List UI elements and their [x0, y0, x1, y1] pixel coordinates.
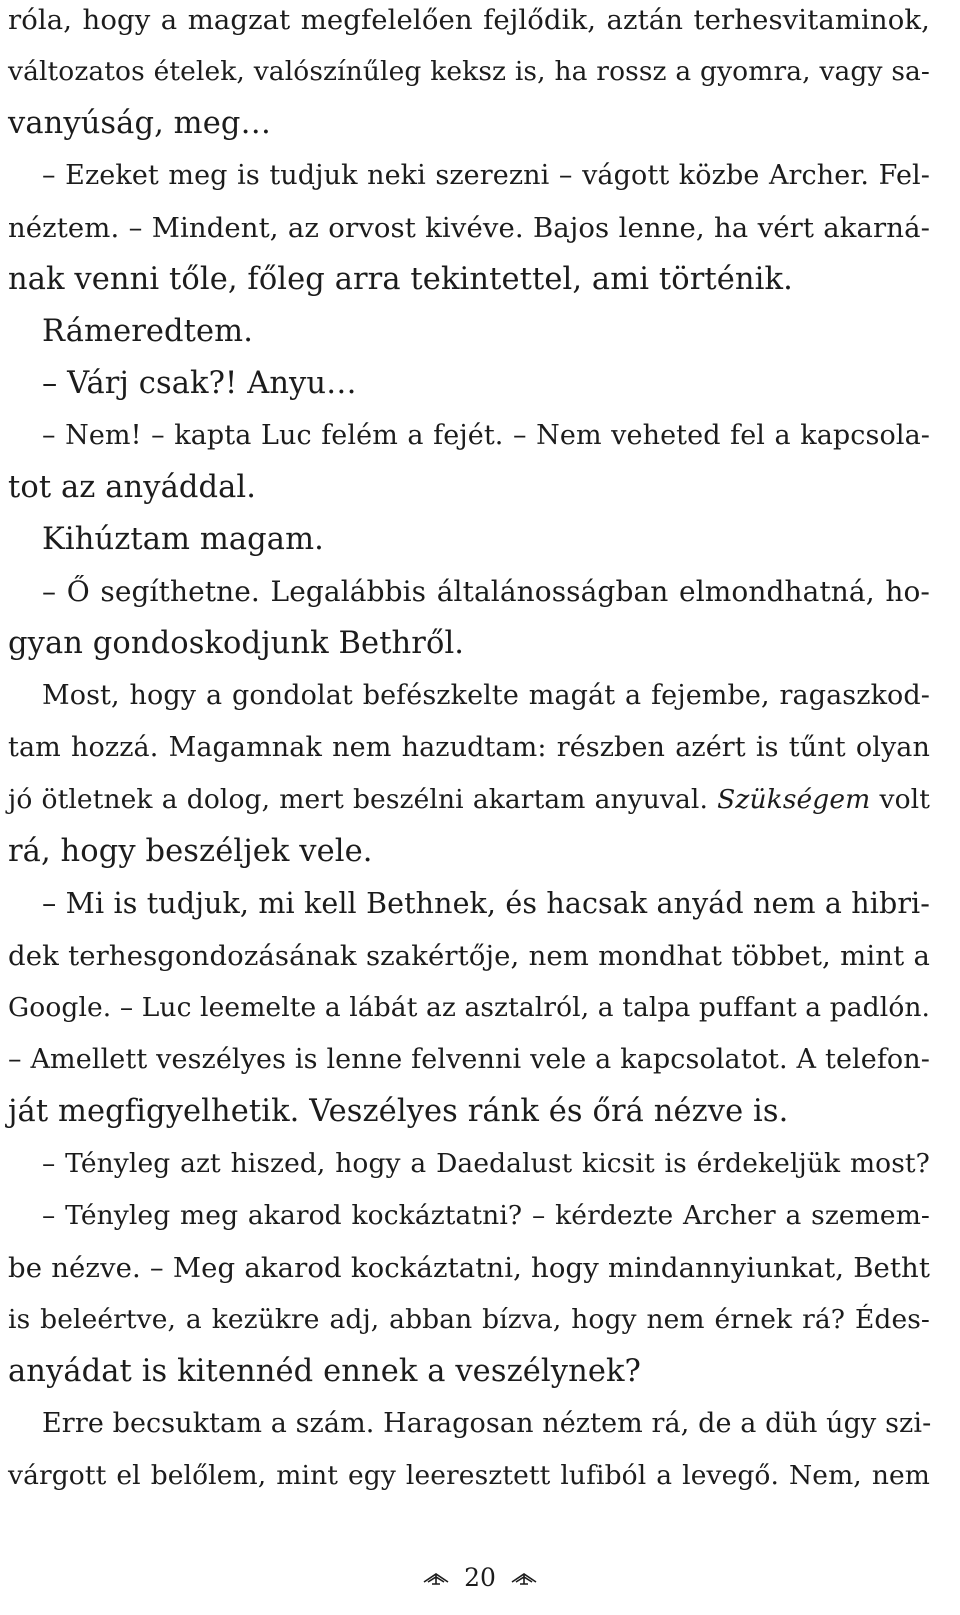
page-footer — [0, 1561, 960, 1592]
text-line: Kihúztam magam. — [42, 522, 324, 557]
text-line: Google. – Luc leemelte a lábát az asztalról, a talpa puffant a padlón. — [8, 992, 931, 1023]
dialogue-line: – Amellett veszélyes is lenne felvenni vele a kapcsolatot. A telefon- — [8, 1044, 930, 1075]
ornament-left-icon — [422, 1568, 450, 1588]
text-line: néztem. – Mindent, az orvost kivéve. Bajos lenne, ha vért akarná- — [8, 212, 930, 244]
dialogue-line: – Ő segíthetne. Legalábbis általánosságban elmondhatná, ho- — [42, 575, 930, 608]
page-number: 20 — [464, 1563, 496, 1592]
text-line: dek terhesgondozásának szakértője, nem mondhat többet, mint a — [8, 940, 930, 972]
text-line: vanyúság, meg… — [8, 106, 272, 141]
dialogue-line: – Várj csak?! Anyu… — [42, 366, 357, 401]
text-line: Most, hogy a gondolat befészkelte magát a fejembe, ragaszkod- — [42, 680, 930, 711]
text-line: gyan gondoskodjunk Bethről. — [8, 626, 465, 661]
ornament-right-icon — [510, 1568, 538, 1588]
text-line: várgott el belőlem, mint egy leeresztett lufiból a levegő. Nem, nem — [8, 1460, 930, 1491]
dialogue-line: – Nem! – kapta Luc felém a fejét. – Nem veheted fel a kapcsola- — [42, 420, 930, 451]
text-line: anyádat is kitennéd ennek a veszélynek? — [8, 1354, 642, 1389]
text-line: ját megfigyelhetik. Veszélyes ránk és őrá nézve is. — [8, 1094, 789, 1129]
text-line: tam hozzá. Magamnak nem hazudtam: részben azért is tűnt olyan — [8, 732, 930, 763]
text-line: Rámeredtem. — [42, 314, 253, 349]
dialogue-line: – Tényleg azt hiszed, hogy a Daedalust kicsit is érdekeljük most? — [42, 1148, 930, 1179]
text-line: tot az anyáddal. — [8, 470, 257, 505]
text-line: nak venni tőle, főleg arra tekintettel, ami történik. — [8, 262, 793, 297]
text-line: róla, hogy a magzat megfelelően fejlődik, aztán terhesvitaminok, — [8, 4, 930, 36]
text-line: is beleértve, a kezükre adj, abban bízva, hogy nem érnek rá? Édes- — [8, 1304, 930, 1335]
text-line: be nézve. – Meg akarod kockáztatni, hogy mindannyiunkat, Betht — [8, 1252, 930, 1284]
text-line: jó ötletnek a dolog, mert beszélni akartam anyuval. Szükségem volt — [8, 784, 930, 815]
text-line: Erre becsuktam a szám. Haragosan néztem rá, de a düh úgy szi- — [42, 1408, 932, 1439]
text-line: rá, hogy beszéljek vele. — [8, 834, 373, 869]
dialogue-line: – Tényleg meg akarod kockáztatni? – kérdezte Archer a szemem- — [42, 1200, 930, 1231]
emphasis-text: Szükségem — [717, 784, 871, 815]
text-line: változatos ételek, valószínűleg keksz is, ha rossz a gyomra, vagy sa- — [8, 56, 930, 87]
dialogue-line: – Ezeket meg is tudjuk neki szerezni – vágott közbe Archer. Fel- — [42, 160, 930, 191]
dialogue-line: – Mi is tudjuk, mi kell Bethnek, és hacsak anyád nem a hibri- — [42, 887, 930, 920]
